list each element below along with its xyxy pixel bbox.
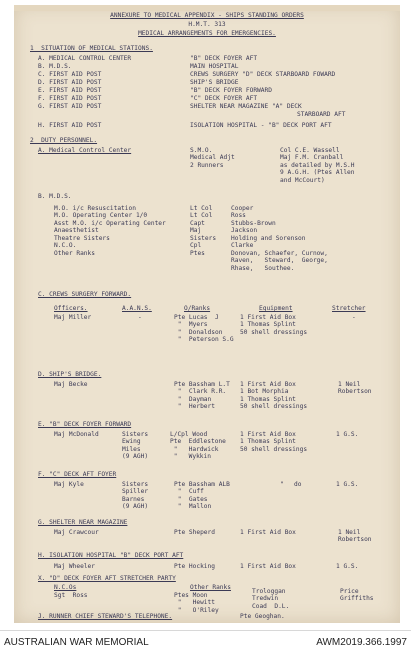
runner-name: Pte Geoghan.	[240, 613, 285, 620]
equipment-ditto-mark: "	[280, 481, 284, 488]
mds-roles: M.O. i/c Resuscitation M.O. Operating Center 1/0 Asst M.O. i/c Operating Center Anaesthetist Theatre Sisters N.C.O. Other Ranks	[54, 205, 166, 257]
mds-ranks: Lt Col Lt Col Capt Maj Sisters Cpl Ptes	[190, 205, 217, 257]
stretcher-value: 1 Neil Robertson	[338, 529, 372, 544]
section-d-heading: D. SHIP'S BRIDGE.	[38, 371, 102, 378]
station-location: "B" DECK FOYER AFT	[190, 55, 258, 62]
station-name: A. MEDICAL CONTROL CENTER	[38, 55, 132, 62]
equipment-list: 1 First Aid Box	[240, 529, 296, 536]
subsection-a-heading: A. Medical Control Center	[38, 147, 132, 154]
station-location: "B" DECK FOYER FORWARD	[190, 87, 272, 94]
section-2-heading: 2 DUTY PERSONNEL.	[30, 137, 98, 144]
oranks-list: Pte Bassham L.T " Clark R.R. " Dayman " Herbert	[174, 381, 230, 411]
station-location-continued: STARBOARD AFT	[297, 111, 346, 118]
station-name: E. FIRST AID POST	[38, 87, 102, 94]
subsection-b-heading: B. M.D.S.	[38, 193, 72, 200]
equipment-list: 1 First Aid Box	[240, 563, 296, 570]
station-name: B. M.D.S.	[38, 63, 72, 70]
station-location: MAIN HOSPITAL	[190, 63, 239, 70]
officer-name: Maj Crawcour	[54, 529, 99, 536]
stretcher-value: 1 G.S.	[336, 481, 359, 488]
equipment-list: 1 First Aid Box 1 Bot Morphia 1 Thomas Splint 50 shell dressings	[240, 381, 308, 411]
column-aans: A.A.N.S.	[122, 305, 152, 312]
stretcher-value: 1 G.S.	[336, 431, 359, 438]
officer-name: Maj Becke	[54, 381, 88, 388]
aans-dash: -	[138, 314, 142, 321]
equipment-ditto: do	[294, 481, 302, 488]
control-center-roles: S.M.O. Medical Adjt 2 Runners	[190, 147, 235, 169]
stretcher-value: 1 G.S.	[336, 563, 359, 570]
ship-designation: H.M.T. 313	[188, 21, 226, 28]
column-equipment: Equipment	[259, 305, 293, 312]
station-name: H. FIRST AID POST	[38, 122, 102, 129]
other-ranks-col-2: Trologgan Tredwin Coad D.L.	[252, 588, 290, 610]
column-oranks: O/Ranks	[184, 305, 211, 312]
equipment-list: 1 First Aid Box 1 Thomas Splint 50 shell dressings	[240, 431, 308, 453]
other-ranks-col-1: Ptes Moon " Hewitt " O'Riley	[174, 592, 219, 614]
mds-names: Cooper Ross Stubbs-Brown Jackson Holding and Sorenson Clarke Donovan, Schaefer, Curnow, Raven, Steward, George, Rhase, Southee.	[231, 205, 328, 272]
control-center-names: Col C.E. Wassell Maj F.M. Cranball as detailed by M.S.H 9 A.G.H. (Ptes Allen and McCourt)	[280, 147, 355, 184]
oranks-list: Pte Sheperd	[174, 529, 215, 536]
other-ranks-heading: Other Ranks	[190, 584, 231, 591]
oranks-list: L/Cpl Wood Pte Eddlestone " Hardwick " Wykkin	[170, 431, 226, 461]
station-name: C. FIRST AID POST	[38, 71, 102, 78]
section-1-heading: 1 SITUATION OF MEDICAL STATIONS.	[30, 45, 153, 52]
station-name: G. FIRST AID POST	[38, 103, 102, 110]
column-stretcher: Stretcher	[332, 305, 366, 312]
column-officers: Officers.	[54, 305, 88, 312]
officer-name: Maj Wheeler	[54, 563, 95, 570]
aans-list: Sisters Ewing Miles (9 AGH)	[122, 431, 149, 461]
stretcher-value: -	[352, 314, 356, 321]
document-page	[14, 5, 400, 623]
other-ranks-col-3: Price Griffiths	[340, 588, 374, 603]
section-x-heading: X. "D" DECK FOYER AFT STRETCHER PARTY	[38, 575, 176, 582]
oranks-list: Pte Lucas J " Myers " Donaldson " Peterson S.G	[174, 314, 234, 344]
station-location: CREWS SURGERY "D" DECK STARBOARD FOWARD	[190, 71, 336, 78]
institution-name: AUSTRALIAN WAR MEMORIAL	[4, 637, 149, 648]
catalogue-number: AWM2019.366.1997	[316, 637, 407, 648]
section-e-heading: E. "B" DECK FOYER FORWARD	[38, 421, 132, 428]
officer-name: Maj Kyle	[54, 481, 84, 488]
oranks-list: Pte Bassham ALB " Cuff " Gates " Mallon	[174, 481, 230, 511]
document-title: ANNEXURE TO MEDICAL APPENDIX - SHIPS STANDING ORDERS	[110, 12, 304, 19]
section-g-heading: G. SHELTER NEAR MAGAZINE	[38, 519, 128, 526]
station-location: SHIP'S BRIDGE	[190, 79, 239, 86]
section-j-heading: J. RUNNER CHIEF STEWARD'S TELEPHONE.	[38, 613, 173, 620]
aans-list: Sisters Spiller Barnes (9 AGH)	[122, 481, 149, 511]
archive-footer	[0, 630, 411, 654]
section-c-heading: C. CREWS SURGERY FORWARD.	[38, 291, 132, 298]
document-subtitle: MEDICAL ARRANGEMENTS FOR EMERGENCIES.	[138, 30, 276, 37]
officer-name: Maj McDonald	[54, 431, 99, 438]
section-f-heading: F. "C" DECK AFT FOYER	[38, 471, 117, 478]
station-location: ISOLATION HOSPITAL - "B" DECK PORT AFT	[190, 122, 332, 129]
stretcher-value: 1 Neil Robertson	[338, 381, 372, 396]
equipment-list: 1 First Aid Box 1 Thomas Splint 50 shell dressings	[240, 314, 308, 336]
section-h-heading: H. ISOLATION HOSPITAL "B" DECK PORT AFT	[38, 552, 184, 559]
officer-name: Maj Miller	[54, 314, 92, 321]
page-top-edge	[14, 5, 400, 11]
station-location: "C" DECK FOYER AFT	[190, 95, 258, 102]
station-location: SHELTER NEAR MAGAZINE "A" DECK	[190, 103, 302, 110]
station-name: D. FIRST AID POST	[38, 79, 102, 86]
nco-name: Sgt Ross	[54, 592, 88, 599]
station-name: F. FIRST AID POST	[38, 95, 102, 102]
oranks-list: Pte Hocking	[174, 563, 215, 570]
nco-heading: N.C.Os	[54, 584, 77, 591]
